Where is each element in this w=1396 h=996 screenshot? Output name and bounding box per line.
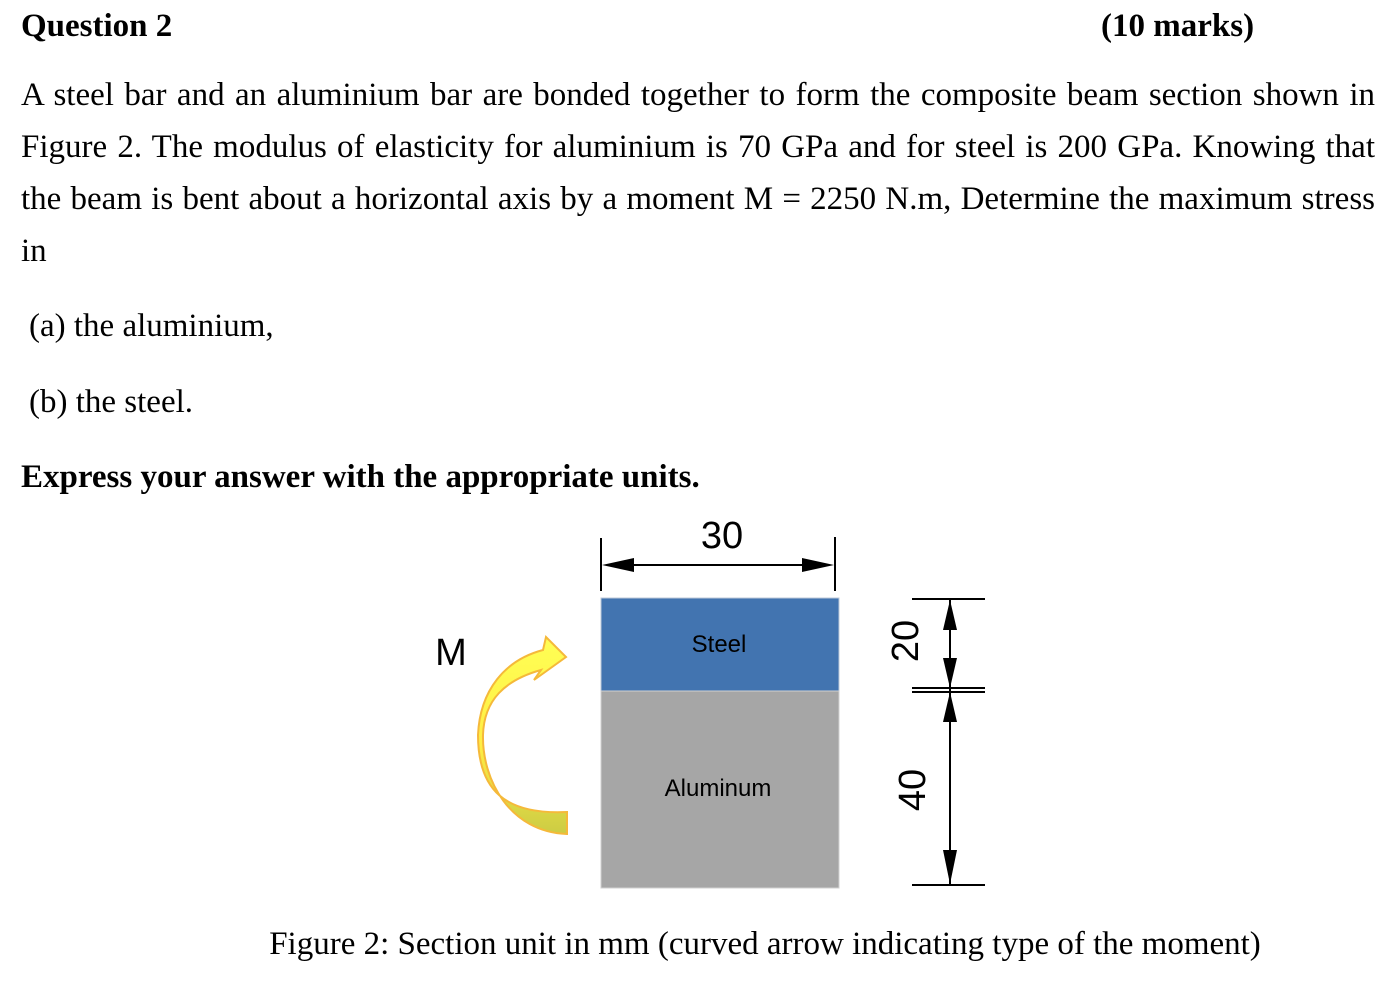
aluminum-height-dim-label: 40	[892, 768, 934, 812]
moment-label: M	[435, 632, 467, 674]
part-b: (b) the steel.	[29, 384, 194, 420]
steel-height-dim-label: 20	[885, 619, 927, 663]
question-title: Question 2	[21, 8, 173, 44]
part-a: (a) the aluminium,	[29, 308, 274, 344]
aluminum-label: Aluminum	[664, 775, 772, 802]
instruction: Express your answer with the appropriate units.	[21, 459, 700, 495]
figure-caption: Figure 2: Section unit in mm (curved arrow indicating type of the moment)	[269, 926, 1261, 962]
width-dimension	[601, 515, 835, 591]
question-marks: (10 marks)	[1101, 8, 1255, 44]
height-dimensions	[885, 599, 985, 885]
steel-label: Steel	[691, 631, 747, 658]
curved-moment-arrow-icon	[478, 637, 567, 834]
width-dim-label: 30	[700, 515, 744, 557]
question-body: A steel bar and an aluminium bar are bonded together to form the composite beam section shown in Figure 2. The modulus of elasticity for aluminium is 70 GPa and for steel is 200 GPa. Knowing that the beam is bent about a horizontal axis by a moment M = 2250 N.m, Determine the maximum stress in	[21, 77, 1375, 269]
